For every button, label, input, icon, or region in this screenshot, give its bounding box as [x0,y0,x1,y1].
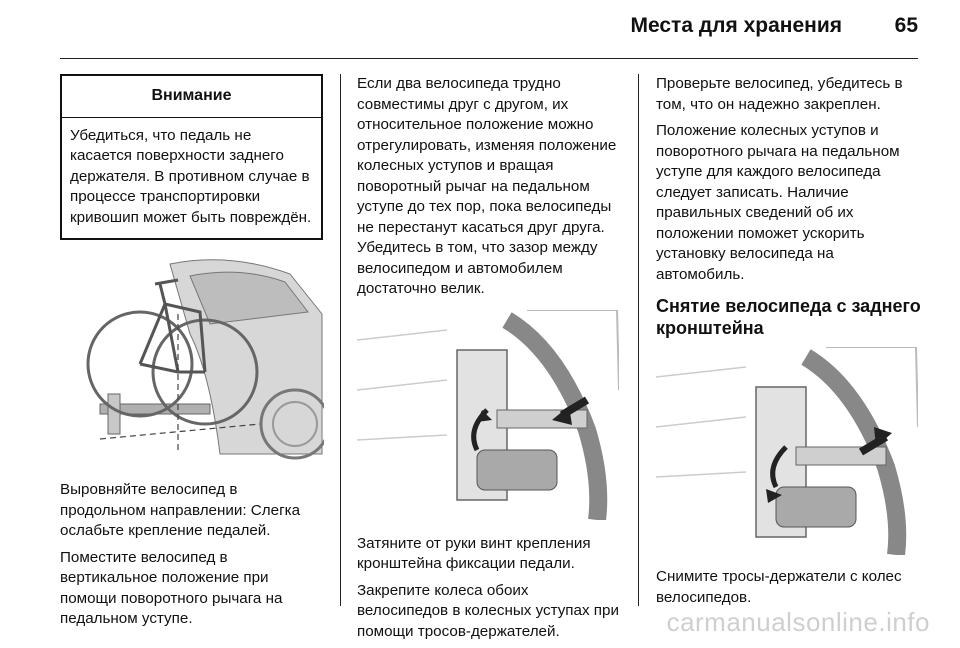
column-3 [656,74,922,614]
column-divider-1 [340,74,341,606]
col2-paragraph-2: Затяните от руки винт крепления кронштейна фиксации педали. [357,534,591,572]
pedal-holder-illustration-1 [357,310,619,520]
col3-paragraph-3: Снимите тросы-держатели с колес велосипедов. [656,568,902,606]
page-header-title: Места для хранения [630,14,842,37]
col2-paragraph-3: Закрепите колеса обоих велосипедов в колесных уступах при помощи тросов-держателей. [357,581,619,640]
col1-paragraph-1: Выровняйте велосипед в продольном направлении: Слегка ослабьте крепление педалей. [60,481,301,539]
header-rule [60,58,918,59]
warning-box [60,74,323,240]
column-1 [60,74,326,636]
col3-paragraph-2: Положение колесных уступов и поворотного рычага на педальном уступе для каждого велосипеда следует записать. Наличие правильных сведений об их положении поможет ускорить установку велосипеда на автомобиль. [656,122,900,283]
col2-paragraph-1: Если два велосипеда трудно совместимы друг с другом, их относительное положение можно отрегулировать, изменяя положение колесных уступов и вращая поворотный рычаг на педальном уступе до тех пор, пока велосипеды не перестанут касаться друг друга. Убедитесь в том, что зазор между велосипедом и автомобилем достаточно велик. [357,75,617,297]
warning-title: Внимание [62,76,321,118]
col1-paragraph-2: Поместите велосипед в вертикальное положение при помощи поворотного рычага на педальном уступе. [60,548,283,627]
watermark: carmanualsonline.info [666,607,930,637]
pedal-holder-illustration-2 [656,347,918,555]
warning-text: Убедиться, что педаль не касается поверхности заднего держателя. В противном случае в процессе транспортировки кривошип может быть повреждён. [70,126,312,226]
page-number: 65 [894,14,918,37]
bike-carrier-illustration [60,254,324,466]
column-2 [357,74,623,648]
col3-paragraph-1: Проверьте велосипед, убедитесь в том, что он надежно закреплен. [656,75,903,113]
col3-subheading: Снятие велосипеда с заднего кронштейна [656,296,921,338]
column-divider-2 [638,74,639,606]
